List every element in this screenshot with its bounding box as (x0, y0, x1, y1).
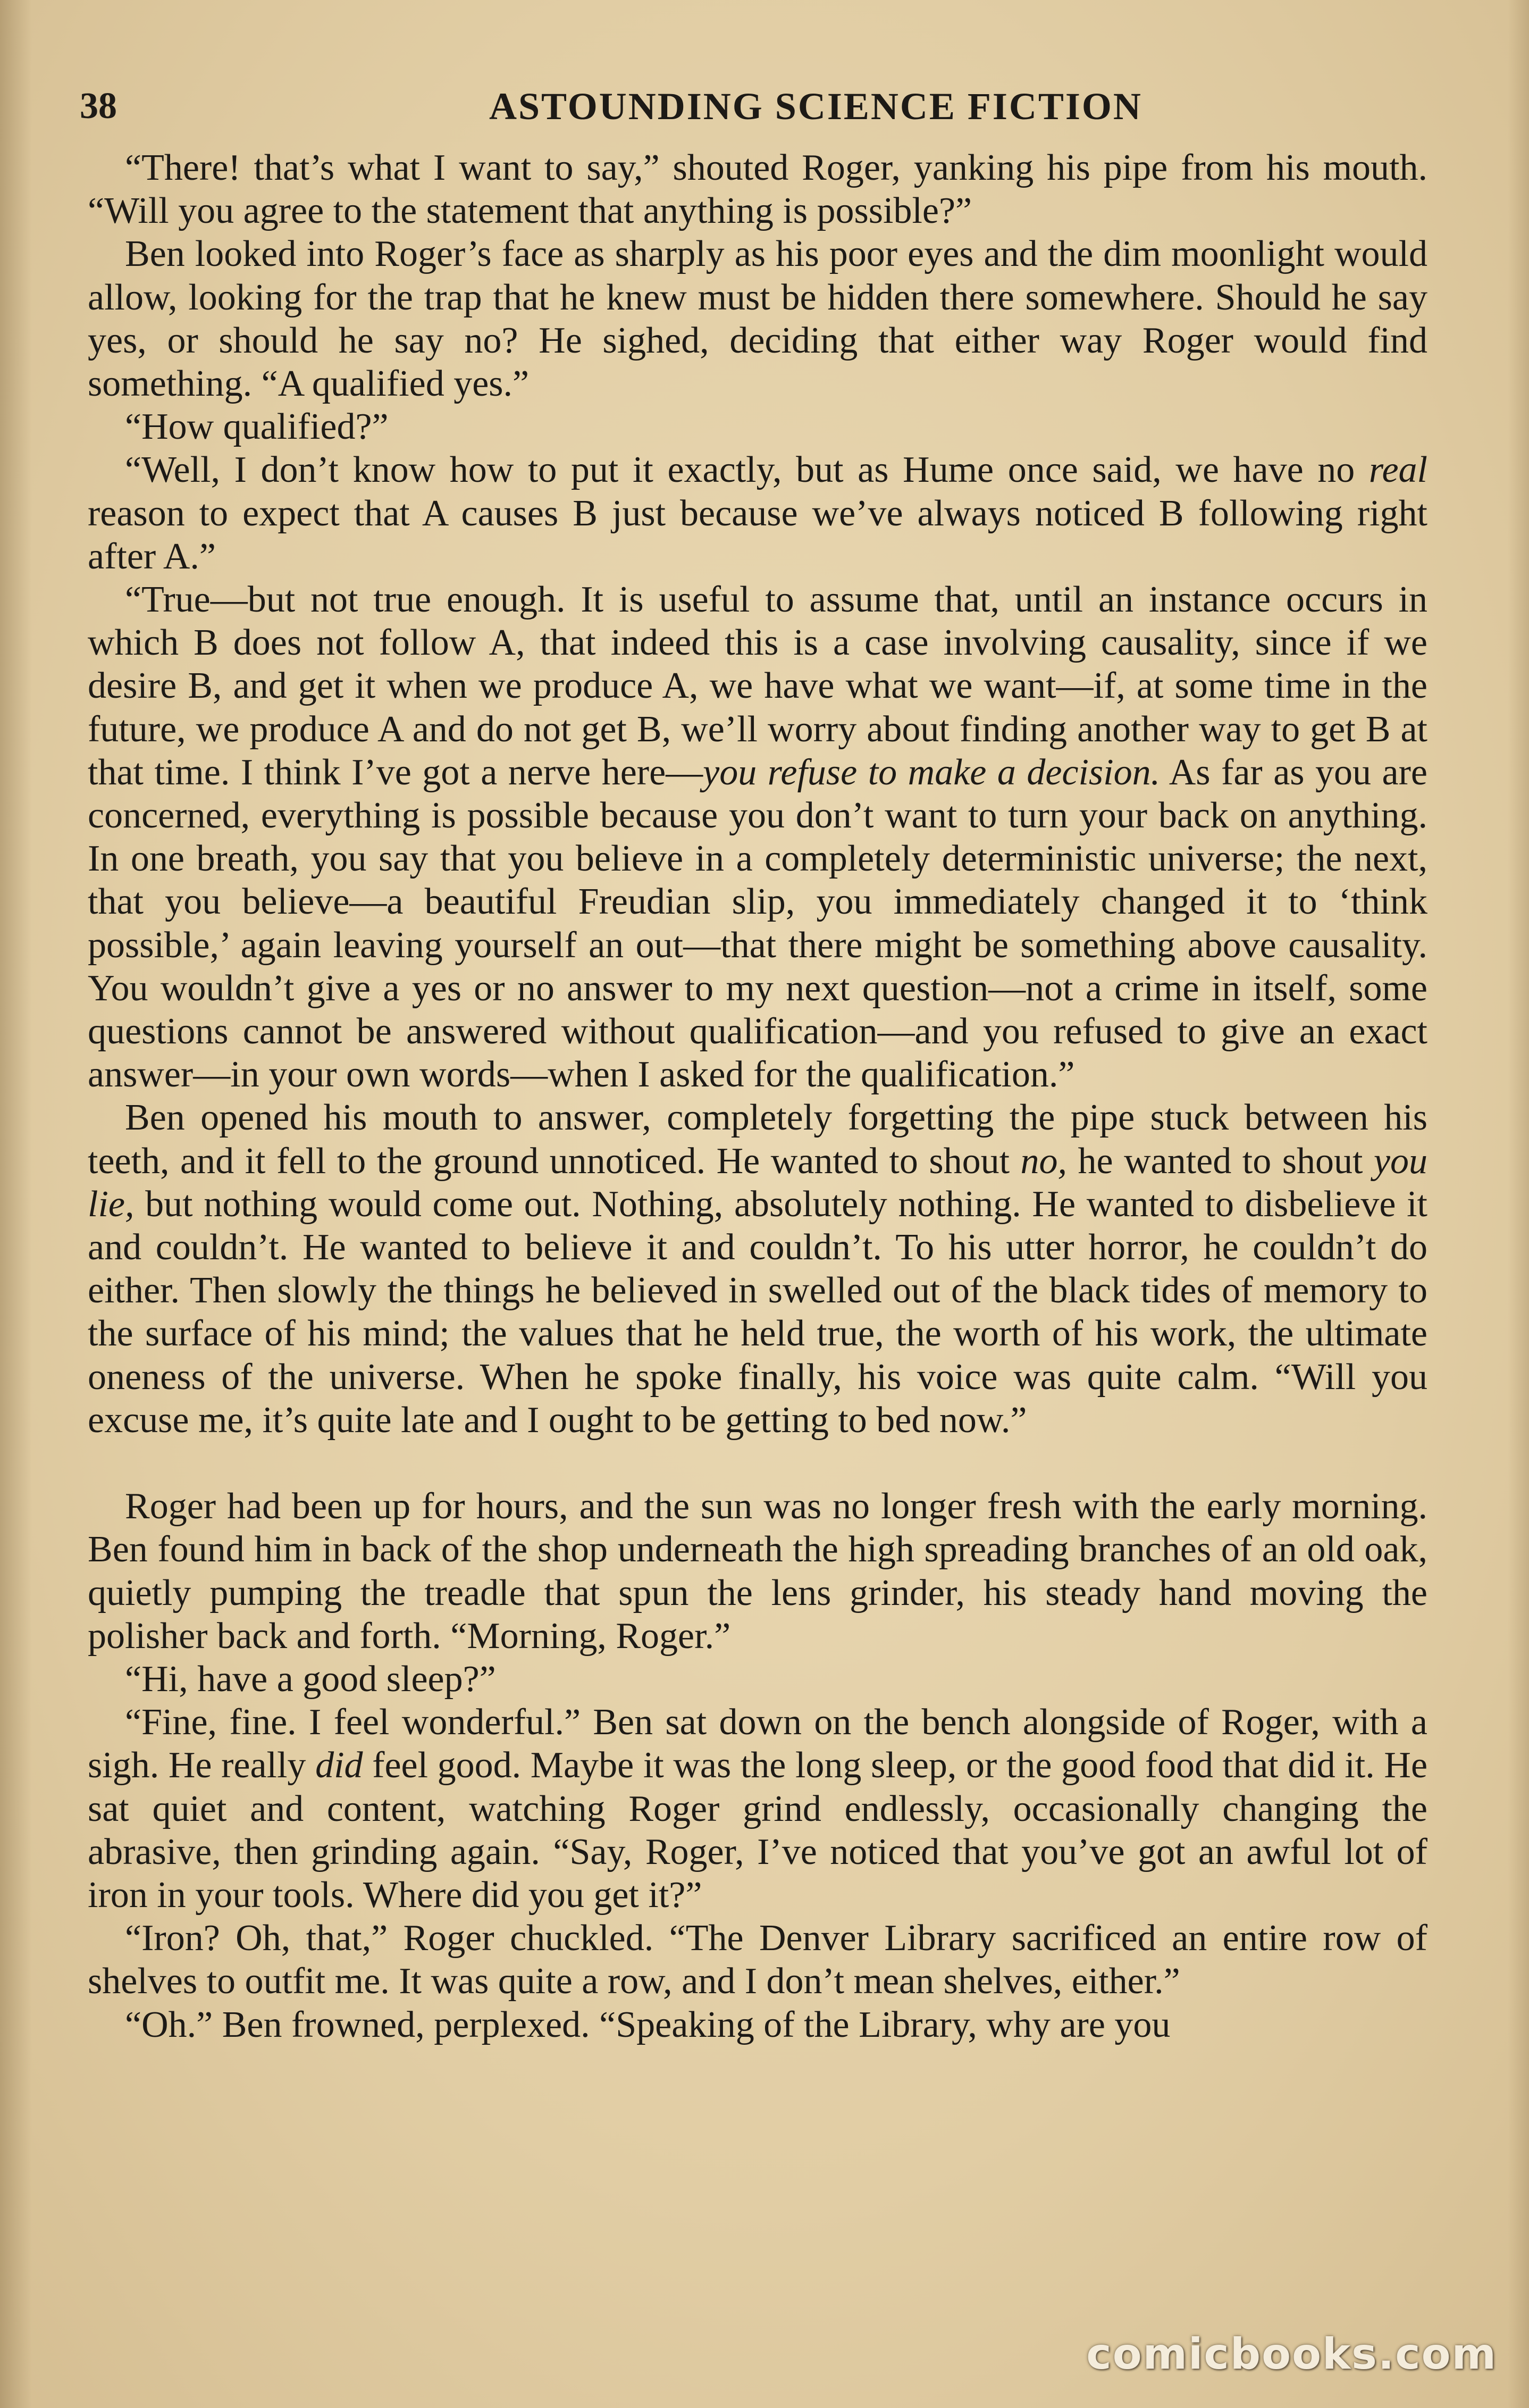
paragraph (88, 1701, 1427, 1917)
text-run: he wanted to shout (1067, 1140, 1374, 1182)
paragraph: “Oh.” Ben frowned, perplexed. “Speaking of the Library, why are you (125, 2004, 1171, 2045)
text-run: but nothing would come out. Nothing, absolutely nothing. He wanted to disbelieve it and couldn’t. He wanted to believe it and couldn’t. To his utter horror, he couldn’t do either. Then slowly the things he believed in swelled out of the black tides of memory to the surface of his mind; the values that he held true, the worth of his work, the ultimate oneness of the universe. When he spoke finally, his voice was quite calm. “Will you excuse me, it’s quite late and I ought to be getting to bed now.” (88, 1183, 1427, 1441)
italic-run: did (315, 1745, 363, 1786)
italic-run: you refuse to make a decision. (703, 751, 1161, 793)
text-run: “True—but not true enough. It is useful to assume that, until an instance occurs in which B does not follow A, that indeed this is a case involving causality, since if we desire B, and get it when we produce A, we have what we want—if, at some time in the future, we produce A and do not get B, we’ll worry about finding another way to get B at that time. I think I’ve got a nerve here— (88, 579, 1427, 793)
page-header (80, 80, 1441, 133)
text-run: feel good. Maybe it was the long sleep, or the good food that did it. He sat quiet and content, watching Roger grind endlessly, occasionally changing the abrasive, then grinding again. “Say, Roger, I’ve noticed that you’ve got an awful lot of iron in your tools. Where did you get it?” (88, 1745, 1428, 1916)
running-head: ASTOUNDING SCIENCE FICTION (489, 85, 1142, 128)
paragraph: Ben looked into Roger’s face as sharply as his poor eyes and the dim moonlight would allow, looking for the trap that he knew must be hidden there somewhere. Should he say yes, or should he say no? He sighed, deciding that either way Roger would find something. “A qualified yes.” (88, 233, 1427, 405)
paragraph: “Iron? Oh, that,” Roger chuckled. “The Denver Library sacrificed an entire row of shelves to outfit me. It was quite a row, and I don’t mean shelves, either.” (88, 1918, 1427, 2002)
text-run: Ben opened his mouth to answer, completely forgetting the pipe stuck between his teeth, and it fell to the ground unnoticed. He wanted to shout (88, 1097, 1427, 1182)
italic-run: real (1368, 449, 1427, 491)
body-text (88, 146, 1427, 2046)
paragraph (88, 1096, 1427, 1442)
text-run: “Well, I don’t know how to put it exactly, but as Hume once said, we have no (125, 449, 1369, 491)
paragraph: Roger had been up for hours, and the sun was no longer fresh with the early morning. Ben found him in back of the shop underneath the high spreading branches of an old oak, quietly pumping the treadle that spun the lens grinder, his steady hand moving the polisher back and forth. “Morning, Roger.” (88, 1486, 1427, 1657)
watermark: comicbooks.com (1086, 2329, 1497, 2379)
paragraph: “Hi, have a good sleep?” (125, 1658, 496, 1700)
paragraph: “There! that’s what I want to say,” shouted Roger, yanking his pipe from his mouth. “Will you agree to the statement that anything is possible?” (88, 147, 1427, 232)
text-run: As far as you are concerned, everything is possible because you don’t want to turn your back on anything. In one breath, you say that you believe in a completely deterministic universe; the next, that you believe—a beautiful Freudian slip, you immediately changed it to ‘think possible,’ again leaving yourself an out—that there might be something above causality. You wouldn’t give a yes or no answer to my next question—not a crime in itself, some questions cannot be answered without qualification—and you refused to give an exact answer—in your own words—when I asked for the qualification.” (88, 751, 1427, 1096)
page-edge-shadow-left (0, 0, 32, 2408)
text-run: “Fine, fine. I feel wonderful.” Ben sat down on the bench alongside of Roger, with a sigh. He really (88, 1702, 1427, 1786)
page-number: 38 (80, 86, 117, 127)
text-run: reason to expect that A causes B just because we’ve always noticed B following right after A.” (88, 492, 1427, 577)
italic-run: no, (1020, 1140, 1068, 1182)
italic-run: you lie, (88, 1140, 1427, 1225)
paragraph (88, 448, 1427, 578)
page-edge-shadow-right (1508, 0, 1529, 2408)
section-break (88, 1442, 1427, 1485)
paragraph: “How qualified?” (125, 406, 389, 448)
paragraph (88, 578, 1427, 1096)
